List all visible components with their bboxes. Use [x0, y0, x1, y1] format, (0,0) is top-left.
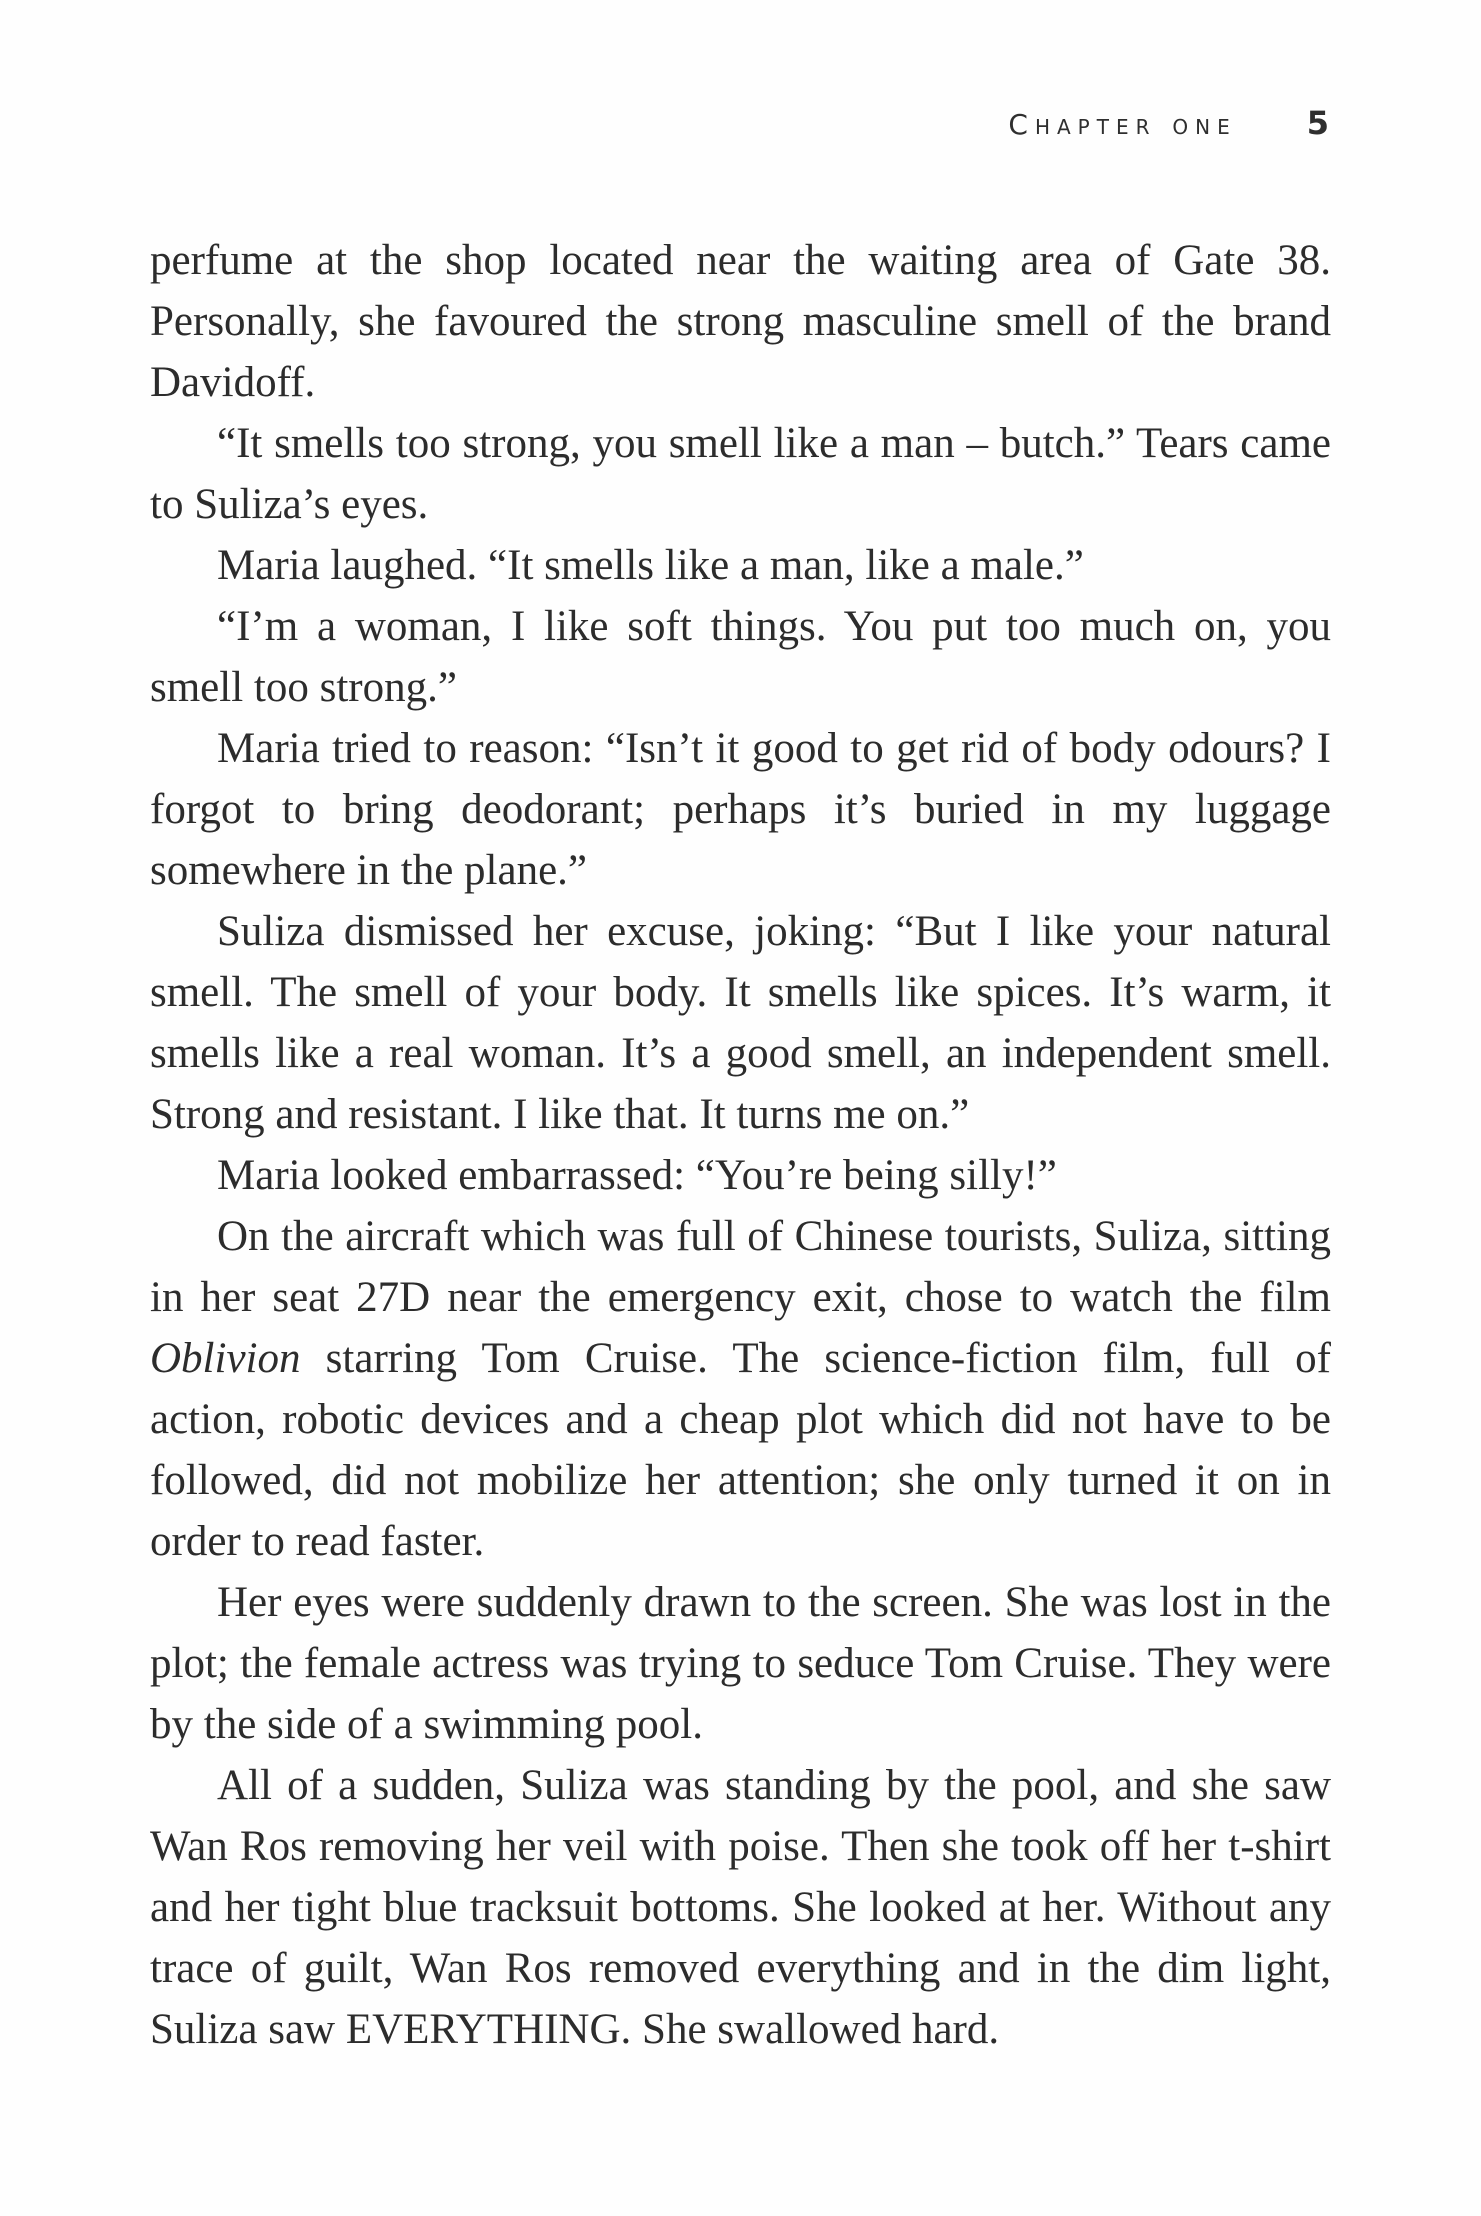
paragraph: “I’m a woman, I like soft things. You put too much on, you smell too strong.” — [150, 603, 1331, 711]
paragraph: “It smells too strong, you smell like a man – butch.” Tears came to Suliza’s eyes. — [150, 420, 1331, 528]
paragraph-text: On the aircraft which was full of Chinese tourists, Suliza, sitting in her seat 27D near the emergency exit, chose to watch the film — [150, 1213, 1331, 1321]
paragraph-text: starring Tom Cruise. The science-fiction film, full of action, robotic devices and a cheap plot which did not have to be followed, did not mobilize her attention; she only turned it on in order to read faster. — [150, 1335, 1331, 1565]
paragraph: Her eyes were suddenly drawn to the screen. She was lost in the plot; the female actress was trying to seduce Tom Cruise. They were by the side of a swimming pool. — [150, 1579, 1331, 1748]
running-head — [1008, 104, 1329, 142]
paragraph: All of a sudden, Suliza was standing by the pool, and she saw Wan Ros removing her veil with poise. Then she took off her t-shirt and her tight blue tracksuit bottoms. She looked at her. Without any trace of guilt, Wan Ros removed everything and in the dim light, Suliza saw EVERYTHING. She swallowed hard. — [150, 1762, 1331, 2053]
paragraph: Suliza dismissed her excuse, joking: “But I like your natural smell. The smell of your body. It smells like spices. It’s warm, it smells like a real woman. It’s a good smell, an independent smell. Strong and resistant. I like that. It turns me on.” — [150, 908, 1331, 1138]
chapter-title: Chapter one — [1008, 108, 1237, 141]
paragraph: Maria looked embarrassed: “You’re being silly!” — [217, 1152, 1057, 1199]
paragraph: Maria laughed. “It smells like a man, like a male.” — [217, 542, 1084, 589]
paragraph: perfume at the shop located near the waiting area of Gate 38. Personally, she favoured the strong masculine smell of the brand Davidoff. — [150, 237, 1331, 406]
paragraph — [150, 1206, 1331, 1572]
film-title: Oblivion — [150, 1335, 301, 1382]
paragraph: Maria tried to reason: “Isn’t it good to get rid of body odours? I forgot to bring deodorant; perhaps it’s buried in my luggage somewhere in the plane.” — [150, 725, 1331, 894]
body-text — [150, 230, 1331, 2060]
page-number: 5 — [1306, 104, 1329, 142]
